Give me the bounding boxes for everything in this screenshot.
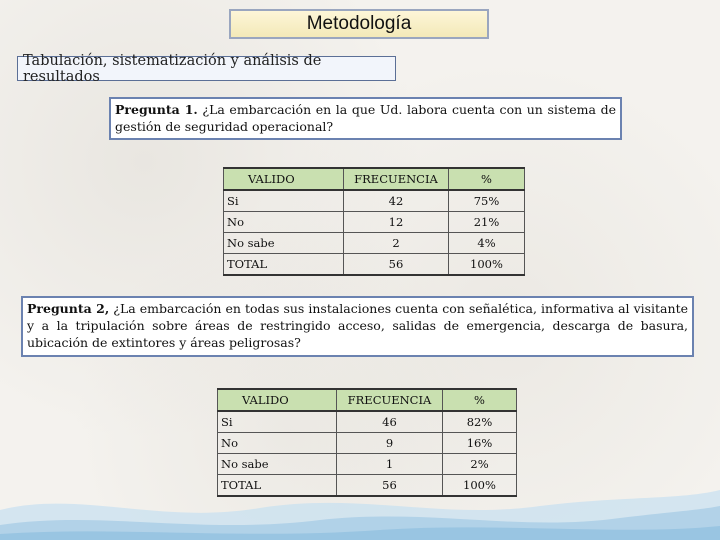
question-2-box: [21, 296, 694, 357]
section-subtitle: Tabulación, sistematización y análisis de resultados: [17, 56, 396, 81]
row-percent: 21%: [449, 212, 525, 233]
table-row: [218, 411, 517, 433]
table-row: [224, 190, 525, 212]
header-percent: %: [443, 389, 517, 411]
question-2-text: ¿La embarcación en todas sus instalaciones cuenta con señalética, informativa al visitante y a la tripulación sobre áreas de restringido acceso, salidas de emergencia, descarga de basura, ubicación de extintores y áreas peligrosas?: [27, 301, 688, 350]
header-frecuencia: FRECUENCIA: [337, 389, 443, 411]
row-percent: 2%: [443, 454, 517, 475]
row-frequency: 12: [344, 212, 449, 233]
decorative-wave: [0, 470, 720, 540]
table-row: [224, 212, 525, 233]
question-1-table: [223, 167, 525, 276]
row-percent: 75%: [449, 190, 525, 212]
row-label: No sabe: [218, 454, 337, 475]
table-row: [218, 433, 517, 454]
row-label: No sabe: [224, 233, 344, 254]
header-valido: VALIDO: [224, 168, 344, 190]
table-total-row: [224, 254, 525, 276]
row-frequency: 42: [344, 190, 449, 212]
page-title: Metodología: [229, 9, 489, 39]
row-percent: 100%: [443, 475, 517, 497]
table-header-row: [218, 389, 517, 411]
row-frequency: 56: [344, 254, 449, 276]
question-1-box: [109, 97, 622, 140]
header-valido: VALIDO: [218, 389, 337, 411]
row-frequency: 9: [337, 433, 443, 454]
header-frecuencia: FRECUENCIA: [344, 168, 449, 190]
row-label: TOTAL: [224, 254, 344, 276]
row-frequency: 56: [337, 475, 443, 497]
header-percent: %: [449, 168, 525, 190]
row-label: No: [218, 433, 337, 454]
row-frequency: 1: [337, 454, 443, 475]
row-percent: 4%: [449, 233, 525, 254]
table-header-row: [224, 168, 525, 190]
table-row: [224, 233, 525, 254]
row-percent: 16%: [443, 433, 517, 454]
row-percent: 82%: [443, 411, 517, 433]
row-frequency: 46: [337, 411, 443, 433]
question-1-label: Pregunta 1.: [115, 102, 198, 117]
row-label: No: [224, 212, 344, 233]
row-label: Si: [218, 411, 337, 433]
question-1-text: ¿La embarcación en la que Ud. labora cuenta con un sistema de gestión de seguridad operacional?: [115, 102, 616, 134]
row-frequency: 2: [344, 233, 449, 254]
row-label: TOTAL: [218, 475, 337, 497]
row-label: Si: [224, 190, 344, 212]
question-2-label: Pregunta 2,: [27, 301, 110, 316]
row-percent: 100%: [449, 254, 525, 276]
